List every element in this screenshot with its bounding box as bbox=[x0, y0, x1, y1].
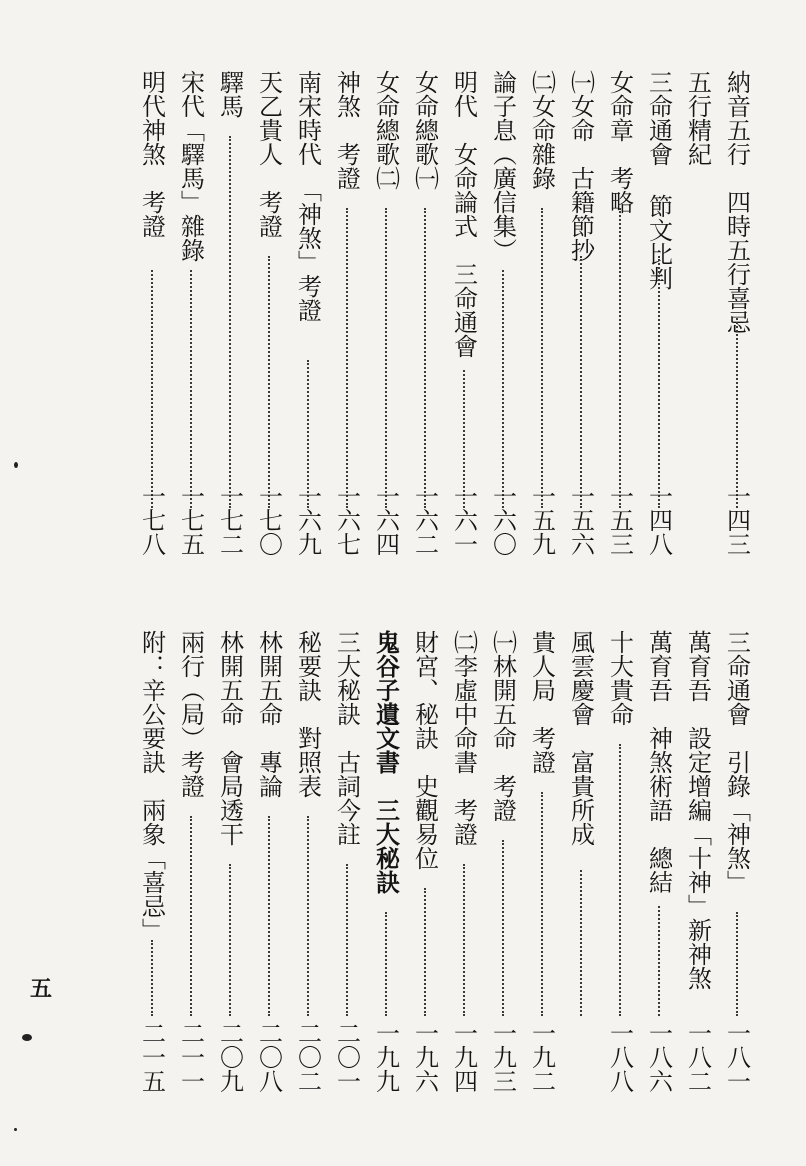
toc-entry-page: 一六〇 bbox=[488, 484, 517, 556]
dot-leader bbox=[541, 792, 543, 1016]
toc-entry bbox=[678, 630, 717, 1093]
ink-speck bbox=[14, 1128, 17, 1131]
toc-entry-title: 女命總歌㈡ bbox=[371, 70, 400, 190]
toc-entry-title: 南宋時代 「神煞」考證 bbox=[293, 70, 322, 322]
toc-entry bbox=[366, 70, 405, 556]
toc-block-top bbox=[132, 70, 756, 556]
toc-entry-title: 財宮、秘訣 史觀易位 bbox=[410, 630, 439, 870]
toc-entry-title: 兩行（局）考證 bbox=[176, 630, 205, 798]
toc-entry bbox=[210, 630, 249, 1093]
toc-entry bbox=[444, 70, 483, 556]
dot-leader bbox=[424, 208, 426, 508]
toc-entry bbox=[288, 70, 327, 556]
toc-entry-page: 一六一 bbox=[449, 484, 478, 556]
toc-entry-page: 一九二 bbox=[527, 1021, 556, 1093]
dot-leader bbox=[385, 912, 387, 1016]
toc-entry-title: 五行精紀 bbox=[683, 70, 712, 166]
toc-entry-page: 一八六 bbox=[644, 1021, 673, 1093]
toc-entry bbox=[132, 630, 171, 1093]
toc-entry-title: ㈡李虛中命書 考證 bbox=[449, 630, 478, 846]
dot-leader bbox=[346, 208, 348, 508]
page-folio: 五 bbox=[30, 976, 53, 1002]
toc-entry-title: ㈠林開五命 考證 bbox=[488, 630, 517, 822]
toc-entry-page: 一八八 bbox=[605, 1021, 634, 1093]
toc-entry-page: 一五九 bbox=[527, 484, 556, 556]
toc-entry-page: 一六七 bbox=[332, 484, 361, 556]
toc-entry-page: 二一一 bbox=[176, 1021, 205, 1093]
toc-entry-page: 一八二 bbox=[683, 1021, 712, 1093]
dot-leader bbox=[268, 816, 270, 1016]
dot-leader bbox=[463, 864, 465, 1016]
toc-entry-title: 鬼谷子遺文書 三大秘訣 bbox=[371, 630, 400, 894]
dot-leader bbox=[229, 864, 231, 1016]
toc-entry bbox=[405, 630, 444, 1093]
toc-entry bbox=[678, 70, 717, 556]
toc-entry-title: 三大秘訣 古詞今註 bbox=[332, 630, 361, 846]
toc-entry-page: 一六九 bbox=[293, 484, 322, 556]
toc-entry bbox=[327, 70, 366, 556]
toc-entry-page: 一五六 bbox=[566, 484, 595, 556]
dot-leader bbox=[151, 270, 153, 508]
toc-entry-page: 一四三 bbox=[722, 484, 751, 556]
toc-entry-title: 三命通會 引錄「神煞」 bbox=[722, 630, 751, 894]
toc-entry bbox=[522, 70, 561, 556]
toc-entry bbox=[327, 630, 366, 1093]
toc-entry bbox=[249, 70, 288, 556]
toc-entry-page: 一七五 bbox=[176, 484, 205, 556]
toc-entry bbox=[171, 70, 210, 556]
toc-entry bbox=[600, 70, 639, 556]
toc-entry-page: 一七八 bbox=[137, 484, 166, 556]
toc-entry bbox=[600, 630, 639, 1093]
toc-entry-title: 納音五行 四時五行喜忌 bbox=[722, 70, 751, 334]
toc-entry-title: 萬育吾 設定增編「十神」新神煞 bbox=[683, 630, 712, 990]
toc-entry bbox=[249, 630, 288, 1093]
toc-block-bottom bbox=[132, 630, 756, 1093]
toc-entry bbox=[717, 70, 756, 556]
dot-leader bbox=[151, 940, 153, 1016]
toc-entry-title: ㈡女命雜錄 bbox=[527, 70, 556, 190]
dot-leader bbox=[619, 744, 621, 1016]
dot-leader bbox=[190, 816, 192, 1016]
toc-entry-page: 二〇二 bbox=[293, 1021, 322, 1093]
dot-leader bbox=[580, 256, 582, 508]
toc-entry-title: 林開五命 專論 bbox=[254, 630, 283, 798]
toc-entry bbox=[639, 630, 678, 1093]
dot-leader bbox=[736, 912, 738, 1016]
dot-leader bbox=[541, 208, 543, 508]
toc-entry-title: 貴人局 考證 bbox=[527, 630, 556, 774]
toc-entry bbox=[522, 630, 561, 1093]
toc-entry-title: ㈠女命 古籍節抄 bbox=[566, 70, 595, 262]
dot-leader bbox=[658, 906, 660, 1016]
toc-entry bbox=[444, 630, 483, 1093]
dot-leader bbox=[307, 816, 309, 1016]
toc-entry-page: 二〇九 bbox=[215, 1021, 244, 1093]
toc-entry-page: 一八一 bbox=[722, 1021, 751, 1093]
toc-entry-page: 一九九 bbox=[371, 1021, 400, 1093]
dot-leader bbox=[229, 136, 231, 508]
dot-leader bbox=[619, 208, 621, 508]
dot-leader bbox=[502, 270, 504, 508]
toc-entry-title: 論子息（廣信集） bbox=[488, 70, 517, 262]
dot-leader bbox=[502, 840, 504, 1016]
toc-entry-title: 三命通會 節文比判 bbox=[644, 70, 673, 290]
toc-entry-title: 十大貴命 bbox=[605, 630, 634, 726]
toc-entry bbox=[405, 70, 444, 556]
ink-speck bbox=[14, 462, 18, 468]
toc-entry-page: 一六四 bbox=[371, 484, 400, 556]
ink-speck bbox=[22, 1034, 32, 1041]
toc-entry bbox=[483, 630, 522, 1093]
dot-leader bbox=[268, 256, 270, 508]
toc-entry-page: 二〇一 bbox=[332, 1021, 361, 1093]
toc-entry-page: 一七〇 bbox=[254, 484, 283, 556]
dot-leader bbox=[658, 256, 660, 508]
dot-leader bbox=[736, 318, 738, 508]
toc-entry-page: 一五三 bbox=[605, 484, 634, 556]
toc-entry bbox=[366, 630, 405, 1093]
toc-entry-title: 女命章 考略 bbox=[605, 70, 634, 214]
toc-entry bbox=[717, 630, 756, 1093]
toc-entry bbox=[561, 70, 600, 556]
toc-entry bbox=[210, 70, 249, 556]
toc-entry-page: 二一五 bbox=[137, 1021, 166, 1093]
toc-entry-page: 一六二 bbox=[410, 484, 439, 556]
toc-entry bbox=[171, 630, 210, 1093]
toc-entry-title: 秘要訣 對照表 bbox=[293, 630, 322, 798]
toc-entry bbox=[483, 70, 522, 556]
toc-entry bbox=[561, 630, 600, 1093]
toc-entry-title: 宋代「驛馬」雜錄 bbox=[176, 70, 205, 262]
toc-entry-title: 神煞 考證 bbox=[332, 70, 361, 190]
dot-leader bbox=[385, 208, 387, 508]
toc-entry-title: 驛馬 bbox=[215, 70, 244, 118]
dot-leader bbox=[580, 870, 582, 1016]
dot-leader bbox=[190, 270, 192, 508]
toc-entry bbox=[288, 630, 327, 1093]
toc-entry-page: 一九四 bbox=[449, 1021, 478, 1093]
toc-entry-title: 天乙貴人 考證 bbox=[254, 70, 283, 238]
toc-entry-page: 一七二 bbox=[215, 484, 244, 556]
toc-entry-page: 一四八 bbox=[644, 484, 673, 556]
dot-leader bbox=[346, 864, 348, 1016]
toc-entry-page: 二〇八 bbox=[254, 1021, 283, 1093]
toc-entry bbox=[639, 70, 678, 556]
toc-entry-title: 明代 女命論式 三命通會 bbox=[449, 70, 478, 358]
toc-entry-page: 一九六 bbox=[410, 1021, 439, 1093]
toc-entry-title: 林開五命 會局透干 bbox=[215, 630, 244, 846]
toc-entry-page: 一九三 bbox=[488, 1021, 517, 1093]
toc-entry-title: 女命總歌㈠ bbox=[410, 70, 439, 190]
toc-entry-title: 萬育吾 神煞術語 總結 bbox=[644, 630, 673, 894]
dot-leader bbox=[424, 888, 426, 1016]
toc-entry-title: 風雲慶會 富貴所成 bbox=[566, 630, 595, 846]
toc-entry-title: 明代神煞 考證 bbox=[137, 70, 166, 238]
toc-entry-title: 附：辛公要訣 兩象「喜忌」 bbox=[137, 630, 166, 942]
toc-entry bbox=[132, 70, 171, 556]
